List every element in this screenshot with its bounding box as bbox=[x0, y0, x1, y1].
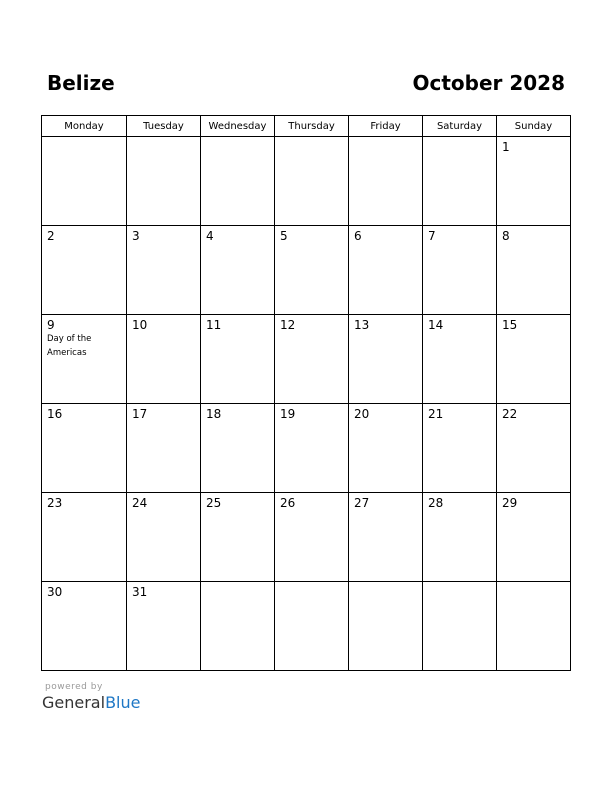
day-number: 11 bbox=[206, 318, 222, 332]
weekday-header: Saturday bbox=[423, 116, 497, 137]
day-cell bbox=[275, 582, 349, 671]
day-cell bbox=[201, 315, 275, 404]
week-row bbox=[42, 404, 571, 493]
holiday-label: Day of the Americas bbox=[47, 334, 92, 358]
day-cell bbox=[201, 137, 275, 226]
day-cell bbox=[423, 137, 497, 226]
day-number: 3 bbox=[132, 229, 140, 243]
day-number: 18 bbox=[206, 407, 222, 421]
weekday-header: Monday bbox=[42, 116, 127, 137]
day-cell bbox=[42, 493, 127, 582]
week-row bbox=[42, 582, 571, 671]
day-cell bbox=[42, 137, 127, 226]
brand-logo[interactable] bbox=[42, 693, 140, 713]
day-number: 29 bbox=[502, 496, 518, 510]
day-cell bbox=[423, 493, 497, 582]
day-number bbox=[201, 582, 274, 585]
day-number bbox=[497, 582, 570, 585]
country-title: Belize bbox=[47, 71, 115, 95]
day-number: 21 bbox=[428, 407, 444, 421]
day-cell bbox=[42, 226, 127, 315]
day-number: 14 bbox=[428, 318, 444, 332]
day-number: 12 bbox=[280, 318, 296, 332]
week-row bbox=[42, 226, 571, 315]
day-number bbox=[127, 137, 200, 140]
day-cell bbox=[497, 137, 571, 226]
day-number: 28 bbox=[428, 496, 444, 510]
weekday-header: Thursday bbox=[275, 116, 349, 137]
day-number bbox=[201, 137, 274, 140]
day-number: 6 bbox=[354, 229, 362, 243]
day-cell bbox=[423, 315, 497, 404]
day-cell bbox=[497, 582, 571, 671]
day-number bbox=[423, 582, 496, 585]
day-number: 20 bbox=[354, 407, 370, 421]
day-number: 8 bbox=[502, 229, 510, 243]
weekday-header: Sunday bbox=[497, 116, 571, 137]
day-cell bbox=[127, 315, 201, 404]
day-cell bbox=[275, 226, 349, 315]
day-number: 13 bbox=[354, 318, 370, 332]
month-year-title: October 2028 bbox=[412, 71, 565, 95]
day-cell bbox=[201, 404, 275, 493]
day-number bbox=[423, 137, 496, 140]
day-number: 31 bbox=[132, 585, 148, 599]
day-number: 10 bbox=[132, 318, 148, 332]
day-cell bbox=[42, 315, 127, 404]
day-number bbox=[275, 582, 348, 585]
weekday-header-row bbox=[42, 116, 571, 137]
day-number: 1 bbox=[502, 140, 510, 154]
day-number: 5 bbox=[280, 229, 288, 243]
day-number bbox=[349, 137, 422, 140]
day-number: 22 bbox=[502, 407, 518, 421]
day-cell bbox=[201, 582, 275, 671]
day-cell bbox=[423, 226, 497, 315]
day-cell bbox=[349, 315, 423, 404]
day-cell bbox=[349, 582, 423, 671]
day-cell bbox=[275, 404, 349, 493]
day-cell bbox=[127, 582, 201, 671]
weekday-header: Tuesday bbox=[127, 116, 201, 137]
day-cell bbox=[497, 493, 571, 582]
day-number: 2 bbox=[47, 229, 55, 243]
day-number: 4 bbox=[206, 229, 214, 243]
brand-name-blue: Blue bbox=[105, 693, 141, 712]
powered-by-label: powered by bbox=[45, 682, 103, 692]
day-cell bbox=[275, 493, 349, 582]
day-number: 23 bbox=[47, 496, 63, 510]
day-cell bbox=[201, 493, 275, 582]
day-cell bbox=[349, 493, 423, 582]
day-number bbox=[349, 582, 422, 585]
day-number: 24 bbox=[132, 496, 148, 510]
day-cell bbox=[423, 404, 497, 493]
day-cell bbox=[42, 404, 127, 493]
day-number bbox=[42, 137, 126, 140]
day-cell bbox=[42, 582, 127, 671]
day-number: 27 bbox=[354, 496, 370, 510]
day-cell bbox=[127, 493, 201, 582]
day-cell bbox=[497, 315, 571, 404]
day-cell bbox=[201, 226, 275, 315]
week-row bbox=[42, 315, 571, 404]
calendar-grid bbox=[41, 115, 571, 671]
week-row bbox=[42, 137, 571, 226]
day-cell bbox=[497, 226, 571, 315]
day-cell bbox=[275, 137, 349, 226]
week-row bbox=[42, 493, 571, 582]
weekday-header: Wednesday bbox=[201, 116, 275, 137]
day-number: 15 bbox=[502, 318, 518, 332]
weekday-header: Friday bbox=[349, 116, 423, 137]
day-cell bbox=[127, 137, 201, 226]
day-number: 25 bbox=[206, 496, 222, 510]
day-number: 26 bbox=[280, 496, 296, 510]
day-number: 17 bbox=[132, 407, 148, 421]
brand-name-general: General bbox=[42, 693, 106, 712]
day-cell bbox=[349, 226, 423, 315]
day-number: 19 bbox=[280, 407, 296, 421]
day-number: 7 bbox=[428, 229, 436, 243]
day-number: 9 bbox=[47, 318, 55, 332]
day-cell bbox=[127, 404, 201, 493]
day-number: 16 bbox=[47, 407, 63, 421]
day-cell bbox=[275, 315, 349, 404]
day-number: 30 bbox=[47, 585, 63, 599]
day-cell bbox=[349, 404, 423, 493]
day-cell bbox=[423, 582, 497, 671]
day-number bbox=[275, 137, 348, 140]
day-cell bbox=[497, 404, 571, 493]
day-cell bbox=[127, 226, 201, 315]
day-cell bbox=[349, 137, 423, 226]
